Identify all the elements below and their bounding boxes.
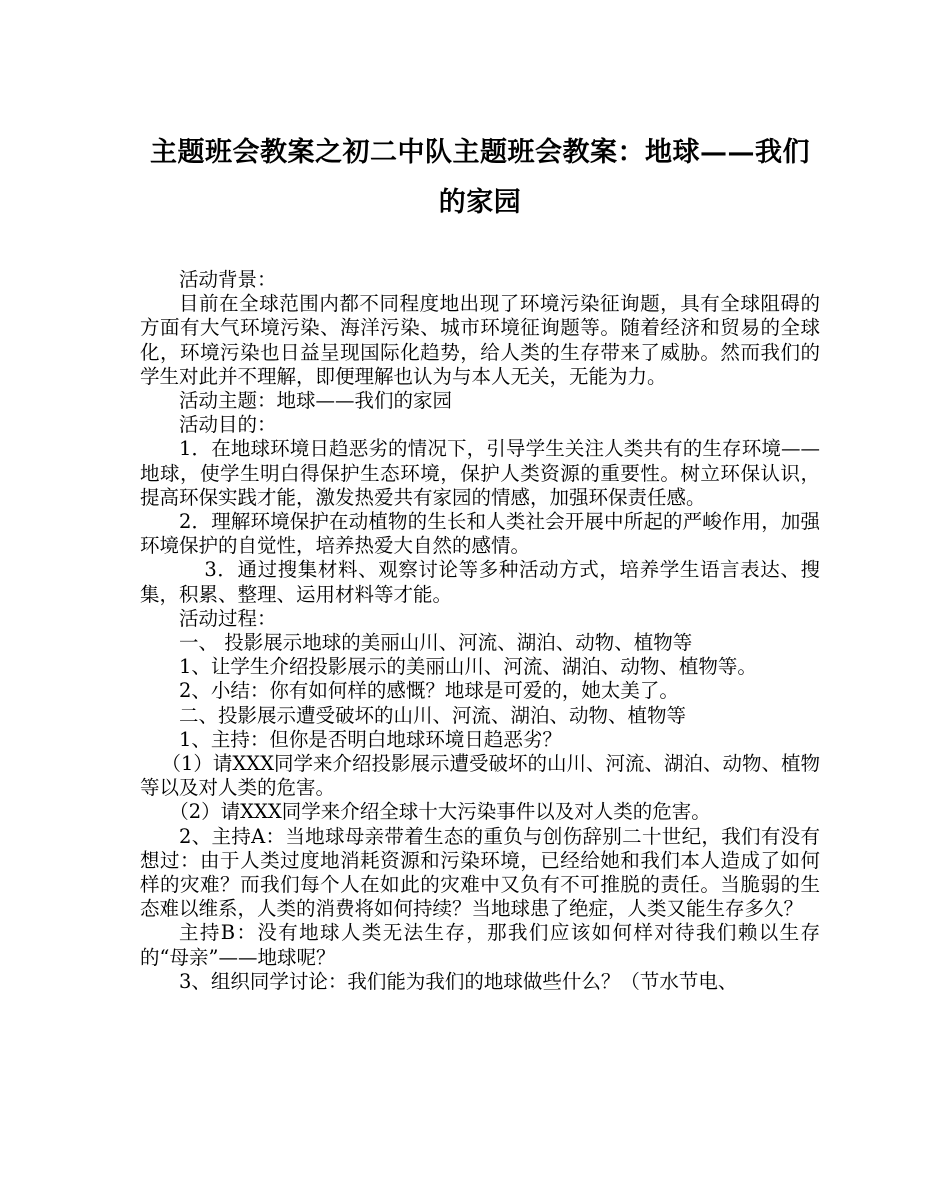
paragraph-step-2-1-a: （1）请XXX同学来介绍投影展示遭受破坏的山川、河流、湖泊、动物、植物等以及对人类的危害。 — [140, 752, 820, 800]
paragraph-step-1-1: 1、让学生介绍投影展示的美丽山川、河流、湖泊、动物、植物等。 — [179, 655, 757, 679]
paragraph-step-2-1: 1、主持：但你是否明白地球环境日趋恶劣？ — [179, 727, 562, 751]
document-page — [140, 0, 820, 994]
document-body — [140, 268, 820, 994]
paragraph-background-heading: 活动背景： — [179, 268, 277, 291]
paragraph-step-2-3: 3、组织同学讨论：我们能为我们的地球做些什么？（节水节电、 — [179, 969, 738, 993]
paragraph-goal-3: 3．通过搜集材料、观察讨论等多种活动方式，培养学生语言表达、搜集，积累、整理、运用材料等才能。 — [140, 558, 820, 606]
paragraph-host-b: 主持B：没有地球人类无法生存，那我们应该如何样对待我们赖以生存的“母亲”——地球呢？ — [140, 921, 820, 969]
paragraph-step-1: 一、 投影展示地球的美丽山川、河流、湖泊、动物、植物等 — [179, 631, 693, 655]
paragraph-goal-heading: 活动目的： — [179, 413, 277, 437]
document-title: 主题班会教案之初二中队主题班会教案：地球——我们的家园 — [150, 137, 810, 218]
paragraph-step-2-2: 2、主持A：当地球母亲带着生态的重负与创伤辞别二十世纪，我们有没有想过：由于人类过度地消耗资源和污染环境，已经给她和我们本人造成了如何样的灾难？而我们每个人在如此的灾难中又负有不可推脱的责任。当脆弱的生态难以维系，人类的消费将如何持续？当地球患了绝症，人类又能生存多久？ — [140, 824, 820, 921]
paragraph-step-1-2: 2、小结：你有如何样的感慨？地球是可爱的，她太美了。 — [179, 679, 679, 703]
paragraph-goal-1: 1．在地球环境日趋恶劣的情况下，引导学生关注人类共有的生存环境——地球，使学生明白得保护生态环境，保护人类资源的重要性。树立环保认识，提高环保实践才能，激发热爱共有家园的情感，加强环保责任感。 — [140, 437, 820, 509]
paragraph-step-2-1-b: （2）请XXX同学来介绍全球十大污染事件以及对人类的危害。 — [169, 800, 711, 824]
paragraph-step-2: 二、投影展示遭受破坏的山川、河流、湖泊、动物、植物等 — [179, 703, 687, 727]
paragraph-background-text: 目前在全球范围内都不同程度地出现了环境污染征询题，具有全球阻碍的方面有大气环境污染、海洋污染、城市环境征询题等。随着经济和贸易的全球化，环境污染也日益呈现国际化趋势，给人类的生存带来了威胁。然而我们的学生对此并不理解，即便理解也认为与本人无关，无能为力。 — [140, 292, 820, 388]
paragraph-goal-2: 2．理解环境保护在动植物的生长和人类社会开展中所起的严峻作用，加强环境保护的自觉性，培养热爱大自然的感情。 — [140, 510, 820, 558]
paragraph-process-heading: 活动过程： — [179, 606, 277, 630]
paragraph-theme: 活动主题：地球——我们的家园 — [179, 389, 453, 413]
